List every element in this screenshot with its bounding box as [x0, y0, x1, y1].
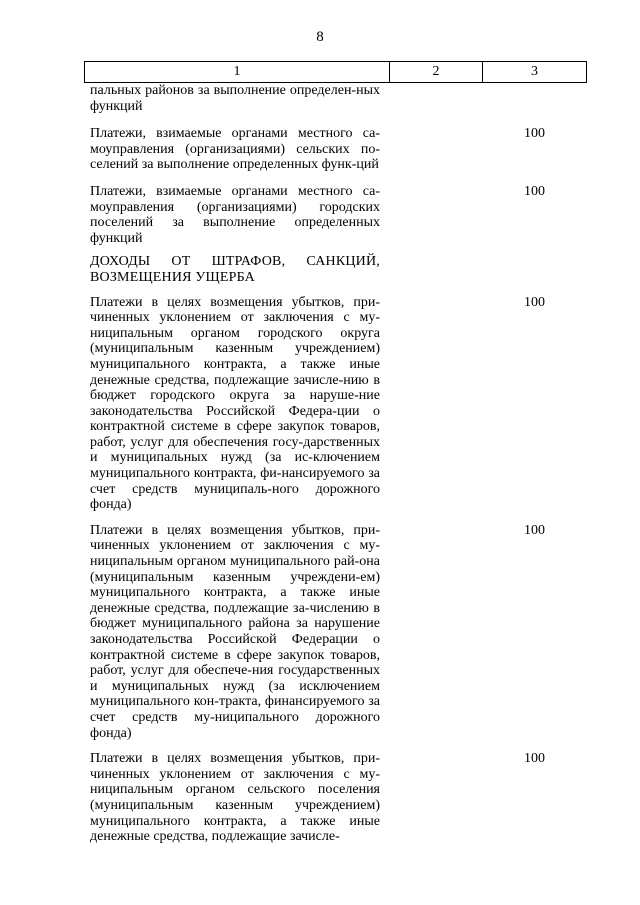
section-heading-row — [84, 254, 587, 285]
table-row — [84, 523, 587, 741]
column-header-2: 2 — [390, 62, 483, 82]
table-body — [84, 83, 587, 845]
row-description: Платежи, взимаемые органами местного са-моуправления (организациями) сельских по-селений за выполнение определенных функ-ций — [90, 126, 380, 173]
row-description: Платежи в целях возмещения убытков, при-чиненных уклонением от заключения с му-ниципальным органом сельского поселения (муниципальным казенным учреждением) муниципального контракта, а также иные денежные средства, подлежащие зачисле- — [90, 751, 380, 845]
table-row — [84, 751, 587, 845]
table-row — [84, 126, 587, 173]
row-description: Платежи в целях возмещения убытков, при-чиненных уклонением от заключения с му-ниципальным органом городского округа (муниципальным казенным учреждением) муниципального контракта, а также иные денежные средства, подлежащие зачисле-нию в бюджет городского округа за наруше-ние законодательства Российской Федера-ции о контрактной системе в сфере закупок товаров, работ, услуг для обеспечения госу-дарственных и муниципальных нужд (за ис-ключением муниципального контракта, фи-нансируемого за счет средств муниципаль-ного дорожного фонда) — [90, 294, 380, 513]
row-percent-cell: 100 — [524, 183, 545, 199]
row-percent-cell: 100 — [524, 126, 545, 142]
column-header-1: 1 — [85, 62, 390, 82]
section-heading: ДОХОДЫ ОТ ШТРАФОВ, САНКЦИЙ, ВОЗМЕЩЕНИЯ УЩЕРБА — [90, 254, 380, 285]
row-description: пальных районов за выполнение определен-ных функций — [90, 83, 380, 114]
table-row — [84, 83, 587, 114]
row-percent-cell: 100 — [524, 751, 545, 767]
table-header-row — [84, 61, 587, 83]
page-number: 8 — [316, 29, 324, 45]
row-description: Платежи в целях возмещения убытков, при-чиненных уклонением от заключения с му-ниципальным органом муниципального рай-она (муниципальным казенным учреждени-ем) муниципального контракта, а также иные денежные средства, подлежащие за-числению в бюджет муниципального района за нарушение законодательства Российской Федерации о контрактной системе в сфере закупок товаров, работ, услуг для обеспече-ния государственных и муниципальных нужд (за исключением муниципального кон-тракта, финансируемого за счет средств му-ниципального дорожного фонда) — [90, 522, 380, 741]
row-percent-cell: 100 — [524, 294, 545, 310]
table-row — [84, 295, 587, 513]
row-description: Платежи, взимаемые органами местного са-моуправления (организациями) городских поселений за выполнение определенных функций — [90, 183, 380, 246]
table-row — [84, 184, 587, 246]
column-header-3: 3 — [531, 64, 538, 79]
row-percent-cell: 100 — [524, 522, 545, 538]
